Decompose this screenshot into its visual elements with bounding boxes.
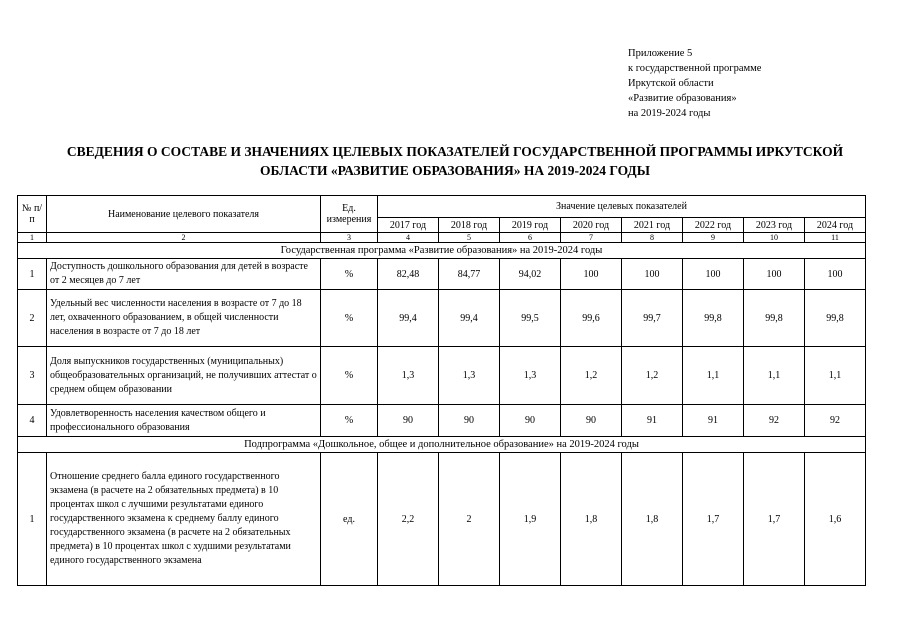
row-number: 2 xyxy=(18,290,47,347)
header-num: № п/п xyxy=(18,196,47,233)
value-cell: 82,48 xyxy=(378,259,439,290)
value-cell: 1,1 xyxy=(683,347,744,405)
indicator-name: Удельный вес численности населения в возрасте от 7 до 18 лет, охваченного образованием, в общей численности населения в возрасте от 7 до 18 лет xyxy=(47,290,321,347)
value-cell: 100 xyxy=(561,259,622,290)
column-number-cell: 6 xyxy=(500,233,561,243)
appendix-line: Приложение 5 xyxy=(628,48,693,59)
section-row xyxy=(18,437,866,453)
table-row xyxy=(18,453,866,586)
unit-cell: ед. xyxy=(321,453,378,586)
value-cell: 94,02 xyxy=(500,259,561,290)
appendix-line: «Развитие образования» xyxy=(628,93,737,104)
row-number: 1 xyxy=(18,453,47,586)
section-title: Подпрограмма «Дошкольное, общее и дополнительное образование» на 2019-2024 годы xyxy=(18,437,866,453)
indicator-name: Отношение среднего балла единого государственного экзамена (в расчете на 2 обязательных предмета) в 10 процентах школ с лучшими результатами единого государственного экзамена к среднему баллу единого государственного экзамена (в расчете на 2 обязательных предмета) в 10 процентах школ с худшими результатами единого государственного экзамена xyxy=(47,453,321,586)
year-header-cell: 2022 год xyxy=(683,218,744,233)
value-cell: 1,6 xyxy=(805,453,866,586)
column-number-cell: 9 xyxy=(683,233,744,243)
unit-cell: % xyxy=(321,290,378,347)
row-number: 1 xyxy=(18,259,47,290)
value-cell: 100 xyxy=(805,259,866,290)
value-cell: 99,6 xyxy=(561,290,622,347)
value-cell: 1,3 xyxy=(500,347,561,405)
year-header-cell: 2019 год xyxy=(500,218,561,233)
row-number: 3 xyxy=(18,347,47,405)
indicator-name: Доля выпускников государственных (муниципальных) общеобразовательных организаций, не получивших аттестат о среднем общем образовании xyxy=(47,347,321,405)
value-cell: 1,1 xyxy=(805,347,866,405)
appendix-line: на 2019-2024 годы xyxy=(628,108,711,119)
value-cell: 1,1 xyxy=(744,347,805,405)
value-cell: 100 xyxy=(683,259,744,290)
value-cell: 90 xyxy=(500,405,561,437)
year-header-cell: 2023 год xyxy=(744,218,805,233)
value-cell: 84,77 xyxy=(439,259,500,290)
header-row xyxy=(18,196,866,218)
year-header-cell: 2021 год xyxy=(622,218,683,233)
value-cell: 99,8 xyxy=(805,290,866,347)
indicators-table xyxy=(17,195,866,586)
unit-cell: % xyxy=(321,405,378,437)
column-number-cell: 2 xyxy=(47,233,321,243)
year-header-cell: 2018 год xyxy=(439,218,500,233)
column-number-cell: 7 xyxy=(561,233,622,243)
header-name: Наименование целевого показателя xyxy=(47,196,321,233)
value-cell: 1,8 xyxy=(561,453,622,586)
appendix-line: к государственной программе xyxy=(628,63,762,74)
value-cell: 91 xyxy=(683,405,744,437)
table-row xyxy=(18,259,866,290)
value-cell: 100 xyxy=(622,259,683,290)
column-number-cell: 10 xyxy=(744,233,805,243)
title-line-1: СВЕДЕНИЯ О СОСТАВЕ И ЗНАЧЕНИЯХ ЦЕЛЕВЫХ ПОКАЗАТЕЛЕЙ ГОСУДАРСТВЕННОЙ ПРОГРАММЫ ИРКУТСКОЙ xyxy=(66,144,844,159)
table-row xyxy=(18,290,866,347)
header-values: Значение целевых показателей xyxy=(378,196,866,218)
year-header-cell: 2020 год xyxy=(561,218,622,233)
column-number-cell: 5 xyxy=(439,233,500,243)
column-number-cell: 3 xyxy=(321,233,378,243)
title-line-2: ОБЛАСТИ «РАЗВИТИЕ ОБРАЗОВАНИЯ» НА 2019-2024 ГОДЫ xyxy=(260,163,650,178)
year-header-cell: 2024 год xyxy=(805,218,866,233)
value-cell: 99,8 xyxy=(744,290,805,347)
value-cell: 1,2 xyxy=(561,347,622,405)
value-cell: 92 xyxy=(744,405,805,437)
value-cell: 99,4 xyxy=(439,290,500,347)
column-number-cell: 4 xyxy=(378,233,439,243)
value-cell: 1,3 xyxy=(439,347,500,405)
value-cell: 1,9 xyxy=(500,453,561,586)
indicator-name: Доступность дошкольного образования для детей в возрасте от 2 месяцев до 7 лет xyxy=(47,259,321,290)
section-row xyxy=(18,243,866,259)
document-title xyxy=(40,142,870,180)
row-number: 4 xyxy=(18,405,47,437)
value-cell: 99,7 xyxy=(622,290,683,347)
value-cell: 91 xyxy=(622,405,683,437)
value-cell: 1,8 xyxy=(622,453,683,586)
value-cell: 2,2 xyxy=(378,453,439,586)
value-cell: 1,7 xyxy=(744,453,805,586)
value-cell: 99,5 xyxy=(500,290,561,347)
value-cell: 99,4 xyxy=(378,290,439,347)
table-row xyxy=(18,347,866,405)
header-unit: Ед. измерения xyxy=(321,196,378,233)
unit-cell: % xyxy=(321,259,378,290)
section-title: Государственная программа «Развитие образования» на 2019-2024 годы xyxy=(18,243,866,259)
value-cell: 90 xyxy=(439,405,500,437)
column-number-cell: 11 xyxy=(805,233,866,243)
year-header-cell: 2017 год xyxy=(378,218,439,233)
value-cell: 2 xyxy=(439,453,500,586)
value-cell: 99,8 xyxy=(683,290,744,347)
value-cell: 90 xyxy=(378,405,439,437)
appendix-note xyxy=(628,46,761,121)
value-cell: 100 xyxy=(744,259,805,290)
indicator-name: Удовлетворенность населения качеством общего и профессионального образования xyxy=(47,405,321,437)
table-row xyxy=(18,405,866,437)
value-cell: 92 xyxy=(805,405,866,437)
appendix-line: Иркутской области xyxy=(628,78,714,89)
column-number-cell: 1 xyxy=(18,233,47,243)
column-number-row xyxy=(18,233,866,243)
unit-cell: % xyxy=(321,347,378,405)
value-cell: 90 xyxy=(561,405,622,437)
column-number-cell: 8 xyxy=(622,233,683,243)
value-cell: 1,7 xyxy=(683,453,744,586)
value-cell: 1,3 xyxy=(378,347,439,405)
value-cell: 1,2 xyxy=(622,347,683,405)
